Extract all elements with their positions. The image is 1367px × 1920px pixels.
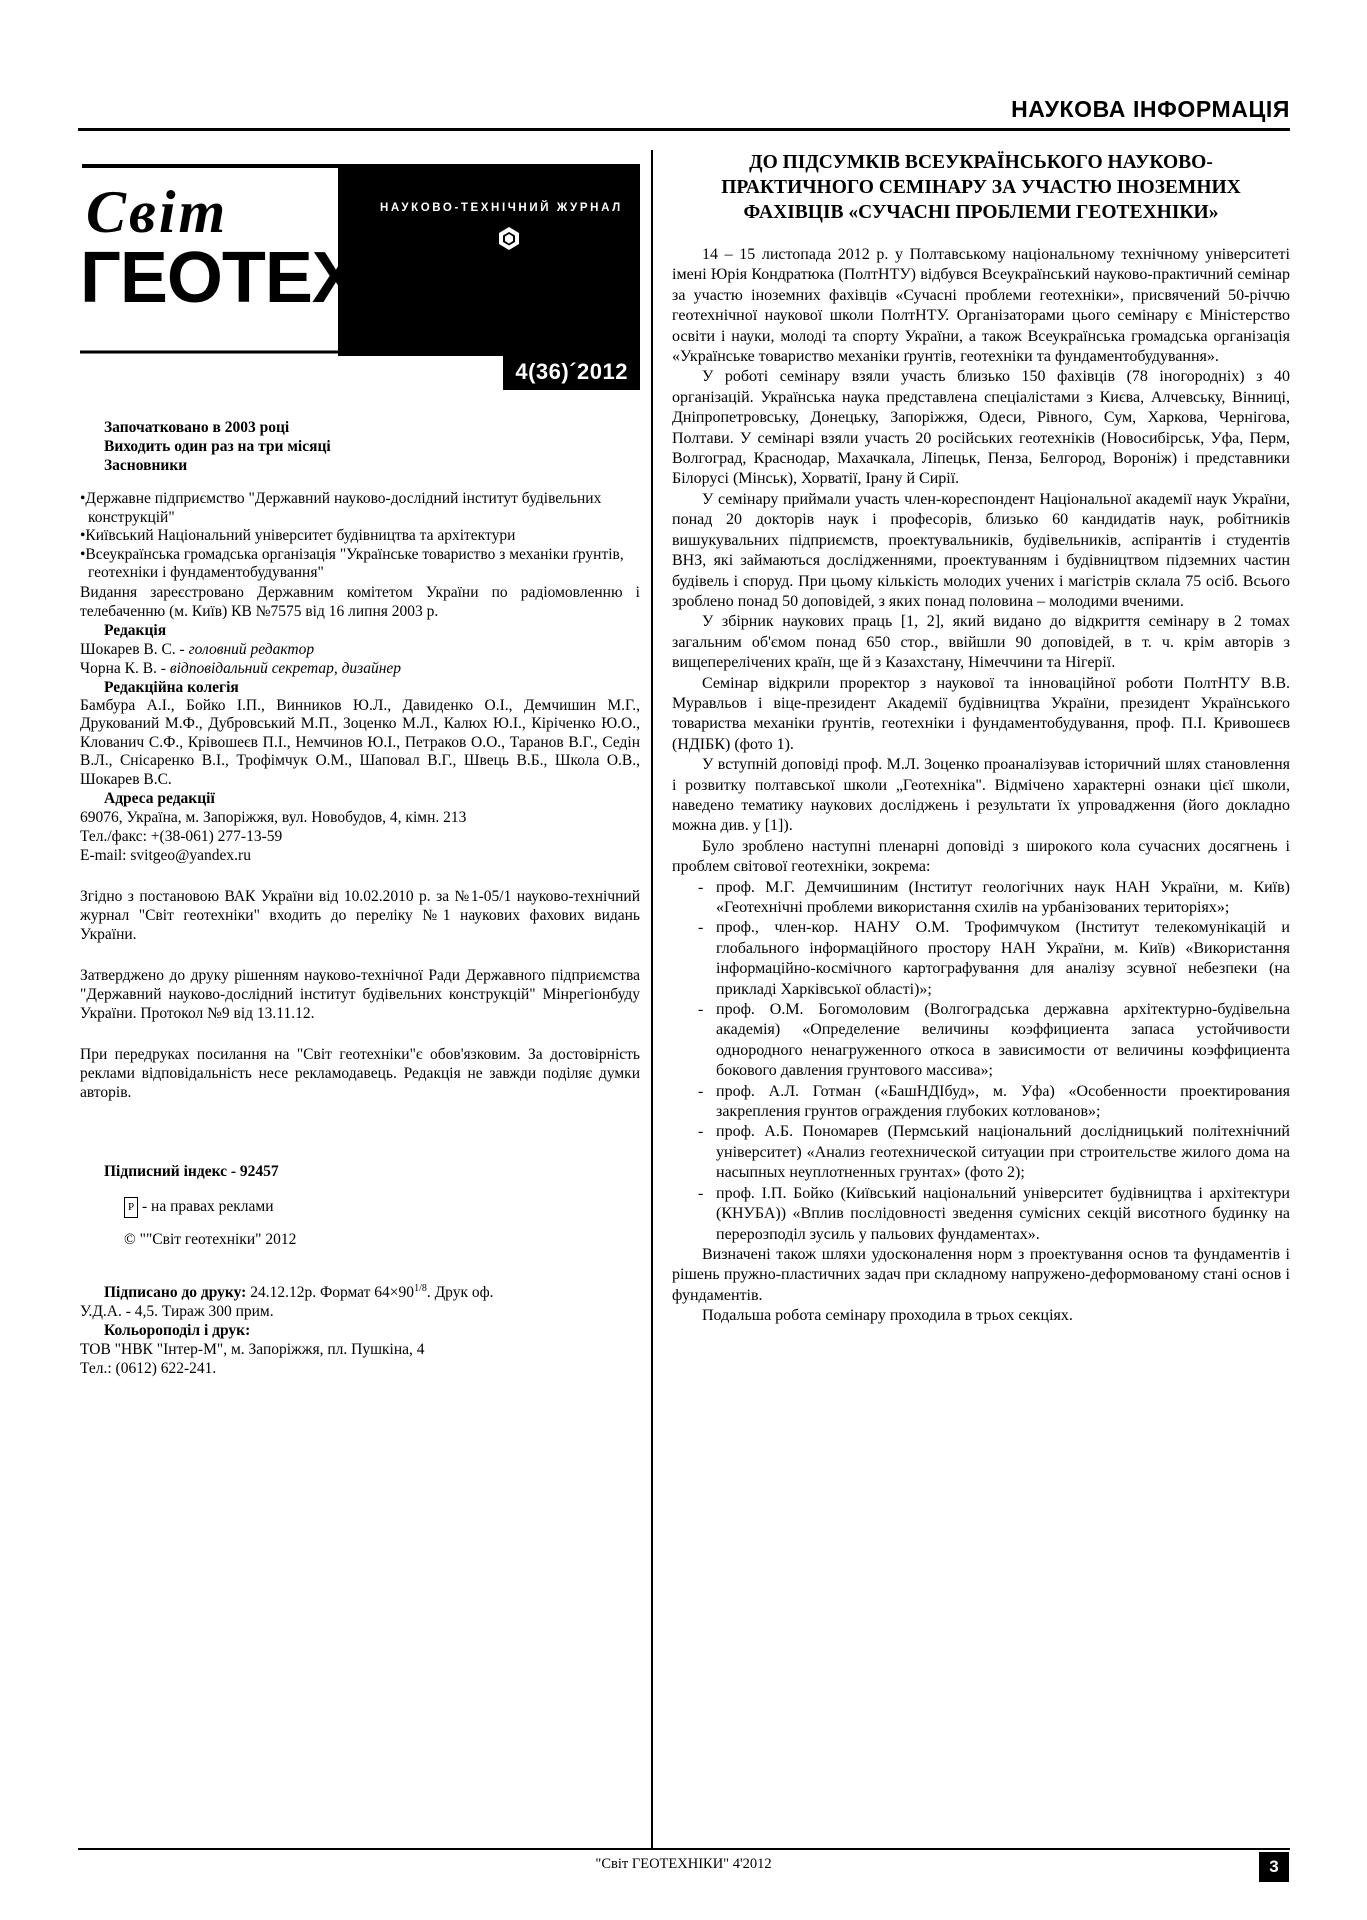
list-item-text: проф. М.Г. Демчишиним (Інститут геологічних наук НАН України, м. Київ) «Геотехнічні проблеми використання схилів на урбанізованих територіях»;: [716, 878, 1290, 916]
footer-text: "Світ ГЕОТЕХНІКИ" 4'2012: [595, 1856, 772, 1872]
address-email: E-mail: svitgeo@yandex.ru: [80, 847, 251, 864]
page-header: [78, 96, 1290, 123]
ad-mark-icon: P: [124, 1197, 138, 1218]
list-dash: -: [698, 919, 704, 937]
list-item-text: проф. А.Б. Пономарев (Пермський національний дослідницький політехнічний університет) «Анализ геотехнической ситуации при строительстве жилого дома на насыпных неуплотненных грунтах» (фото 2);: [716, 1123, 1290, 1182]
article-paragraph: У семінару приймали участь член-кореспондент Національної академії наук України, понад 20 докторів наук і професорів, близько 60 кандидатів наук, робітників вишукувальних підприємств, проектувальників, будівельників, аспірантів і студентів ВНЗ, які займаються дослідженнями, проектуванням і будівництвом підземних частин будівель і споруд. При цьому кількість молодих учених і магістрів склала 75 осіб. Всього зроблено понад 50 доповідей, з яких понад половина – молодими вченими.: [672, 490, 1290, 610]
list-dash: -: [698, 1184, 704, 1202]
article-paragraph: Було зроблено наступні пленарні доповіді з широкого кола сучасних досягнень і проблем світової геотехніки, зокрема:: [672, 837, 1290, 876]
article-paragraph: У збірник наукових праць [1, 2], який видано до відкриття семінару в 2 томах загальним об'ємом понад 650 стор., ввійшли 90 доповідей, в т. ч. крім авторів з вищеперелічених країн, ще й з Казахстану, Німеччини та Нігерії.: [672, 613, 1290, 672]
masthead: [80, 150, 640, 410]
subscription-index: Підписний індекс - 92457: [104, 1163, 279, 1180]
report-list: [672, 878, 1290, 1245]
masthead-subtitle: НАУКОВО-ТЕХНІЧНИЙ ЖУРНАЛ: [380, 202, 623, 214]
founders-list: [80, 490, 640, 583]
masthead-title-geotechniky: ГЕОТЕХНІКИ: [80, 238, 523, 318]
ad-mark-line: [80, 1197, 640, 1218]
founders-heading: Засновники: [104, 457, 188, 474]
list-item: [672, 918, 1290, 1000]
editor-line: [80, 640, 640, 659]
right-column: [672, 150, 1290, 1327]
board-heading: Редакційна колегія: [104, 678, 239, 696]
list-item-text: проф. А.Л. Готман («БашНДІбуд», м. Уфа) «Особенности проектирования закрепления грунтов ограждения глубоких котлованов»;: [716, 1082, 1290, 1121]
masthead-geo-wrap: [80, 150, 640, 360]
list-item-text: проф. О.М. Богомоловим (Волгоградська державна архітектурно-будівельна академія) «Определение величины коэффициента запаса устойчивости однородного ненагруженного откоса в зависимости от величины коэффициента бокового давления грунтового массива»;: [716, 1001, 1290, 1080]
address-line-1: 69076, Україна, м. Запоріжжя, вул. Новобудов, 4, кімн. 213: [80, 809, 467, 826]
article-paragraph: Семінар відкрили проректор з наукової та інноваційної роботи ПолтНТУ В.В. Муравльов і віце-президент Академії будівництва України, президент Українського товариства механіки ґрунтів, геотехніки і фундаментобудування, проф. П.І. Кривошеєв (НДІБК) (фото 1).: [672, 674, 1290, 753]
secretary-line: [80, 659, 640, 678]
list-item: [672, 1082, 1290, 1123]
article-paragraph: У роботі семінару взяли участь близько 150 фахівців (78 іногородніх) з 40 організацій. Українська наука представлена спеціалістами з Києва, Алчевську, Вінниці, Дніпропетровську, Донецьку, Запоріжжя, Одеси, Рівного, Сум, Харкова, Чернігова, Полтави. У семінарі взяли участь 20 російських геотехніків (Новосибірськ, Уфа, Перм, Волгоград, Краснодар, Махачкала, Ліпецьк, Пенза, Белгород, Вороніж) і представники Білорусі (Мінськ), Хорватії, Ірану й Сирії.: [672, 368, 1290, 488]
registration-note: Видання зареєстровано Державним комітетом України по радіомовленню і телебаченню (м. Київ) КВ №7575 від 16 липня 2003 р.: [80, 583, 640, 620]
print-signed-label: Підписано до друку:: [104, 1284, 247, 1302]
reprint-note: При передруках посилання на "Світ геотехніки"є обов'язковим. За достовірність реклами відповідальність несе рекламодавець. Редакція не завжди поділяє думки авторів.: [80, 1046, 640, 1101]
copyright-line: © ""Світ геотехніки" 2012: [124, 1231, 297, 1248]
header-title: НАУКОВА ІНФОРМАЦІЯ: [1011, 96, 1290, 122]
print-signed-tail: . Друк оф.: [426, 1284, 494, 1302]
masthead-title-svit: Світ: [86, 179, 229, 245]
list-item-text: проф. І.П. Бойко (Київський національний університет будівництва і архітектури (КНУБА)) «Вплив послідовності зведення сумісних секцій висотного будинку на перерозподіл зусиль у пальових фундаментах».: [716, 1184, 1290, 1243]
printer-line-1: ТОВ "НВК "Інтер-М", м. Запоріжжя, пл. Пушкіна, 4: [80, 1341, 425, 1359]
color-print-heading: Кольороподіл і друк:: [104, 1322, 251, 1340]
founded-line-2: Виходить один раз на три місяці: [104, 438, 331, 455]
list-item-text: проф., член-кор. НАНУ О.М. Трофимчуком (Інститут телекомунікацій и глобального інформаційного простору НАН України, м. Київ) «Використання інформаційно-космічного картографування для аналізу зсувної небезпеки (на прикладі Харківської області)»;: [716, 919, 1290, 998]
article-paragraph: Визначені також шляхи удосконалення норм з проектування основ та фундаментів і рішень пружно-пластичних задач при складному напружено-деформованому стані основ і фундаментів.: [672, 1245, 1290, 1304]
article-title: ДО ПІДСУМКІВ ВСЕУКРАЇНСЬКОГО НАУКОВО-ПРАКТИЧНОГО СЕМІНАРУ ЗА УЧАСТЮ ІНОЗЕМНИХ ФАХІВЦІВ «СУЧАСНІ ПРОБЛЕМИ ГЕОТЕХНІКИ»: [721, 152, 1241, 223]
list-dash: -: [698, 1001, 704, 1019]
print-line-2: У.Д.А. - 4,5. Тираж 300 прим.: [80, 1303, 274, 1321]
founder-item: •Державне підприємство "Державний науково-дослідний інститут будівельних конструкцій": [80, 490, 602, 526]
secretary-role: відповідальний секретар, дизайнер: [169, 659, 402, 677]
list-item: [672, 1184, 1290, 1245]
list-item: [672, 1000, 1290, 1082]
list-dash: -: [698, 1123, 704, 1141]
article-paragraph: Подальша робота семінару проходила в трьох секціях.: [702, 1307, 1073, 1325]
left-column-text: [80, 418, 640, 1378]
print-signed-line: [80, 1279, 640, 1302]
founded-line-1: Започатковано в 2003 році: [104, 419, 290, 436]
editor-name: Шокарев В. С. -: [80, 640, 189, 658]
print-signed-value: 24.12.12р. Формат 64×90: [246, 1284, 415, 1302]
list-item: [672, 878, 1290, 919]
editorial-heading: Редакція: [104, 621, 167, 639]
address-line-2: Тел./факс: +(38-061) 277-13-59: [80, 828, 283, 845]
printer-line-2: Тел.: (0612) 622-241.: [80, 1360, 217, 1378]
left-column: [80, 150, 640, 410]
board-members: Бамбура А.І., Бойко І.П., Винников Ю.Л., Давиденко О.І., Демчишин М.Г., Друкований М.Ф., Дубровський М.П., Зоценко М.Л., Калюх Ю.І., Кіріченко Ю.О., Клованич С.Ф., Крівошеєв П.І., Немчинов Ю.І., Петраков О.О., Таранов В.Г., Седін В.Л., Снісаренко В.І., Трофімчук О.М., Шаповал В.Г., Швець В.Б., Школа О.В., Шокарев В.С.: [80, 696, 640, 788]
address-heading: Адреса редакції: [104, 790, 215, 807]
ad-mark-text: - на правах реклами: [138, 1198, 274, 1215]
article-body: [672, 245, 1290, 1327]
vak-note: Згідно з постановою ВАК України від 10.02.2010 р. за №1-05/1 науково-технічний журнал "Світ геотехніки" входить до переліку №1 наукових фахових видань України.: [80, 888, 640, 943]
approval-note: Затверджено до друку рішенням науково-технічної Ради Державного підприємства "Державний науково-дослідний інститут будівельних конструкцій" Мінрегіонбуду України. Протокол №9 від 13.11.12.: [80, 967, 640, 1022]
header-divider: [78, 128, 1290, 131]
editor-role: головний редактор: [188, 640, 315, 658]
list-dash: -: [698, 878, 704, 896]
print-format-sup: 1/8: [414, 1283, 427, 1294]
page-number: 3: [1259, 1852, 1289, 1882]
footer-divider: [78, 1848, 1290, 1850]
list-item: [672, 1122, 1290, 1183]
founder-item: •Київський Національний університет будівництва та архітектури: [80, 527, 516, 544]
article-paragraph: 14 – 15 листопада 2012 р. у Полтавському національному технічному університеті імені Юрія Кондратюка (ПолтНТУ) відбувся Всеукраїнський науково-практичний семінар за участю іноземних фахівців «Сучасні проблеми геотехніки», присвячений 50-річчю геотехнічної наукової школи ПолтНТУ. Організаторами цього семінару є Міністерство освіти і науки, молоді та спорту України, а також Всеукраїнська громадська організація «Українське товариство механіки ґрунтів, геотехніки та фундаментобудування».: [672, 246, 1290, 366]
column-divider: [651, 150, 653, 1850]
founder-item: •Всеукраїнська громадська організація "Українське товариство з механіки ґрунтів, геотехніки і фундаментобудування": [80, 545, 624, 581]
secretary-name: Чорна К. В. -: [80, 659, 170, 677]
article-paragraph: У вступній доповіді проф. М.Л. Зоценко проаналізував історичний шлях становлення і розвитку полтавської школи „Геотехніка". Відмічено характерні ознаки цієї школи, наведено тематику наукових досліджень і результати їх упровадження (його докладно можна див. у [1]).: [672, 756, 1290, 835]
issue-badge: 4(36)´2012: [503, 356, 640, 390]
list-dash: -: [698, 1082, 704, 1100]
